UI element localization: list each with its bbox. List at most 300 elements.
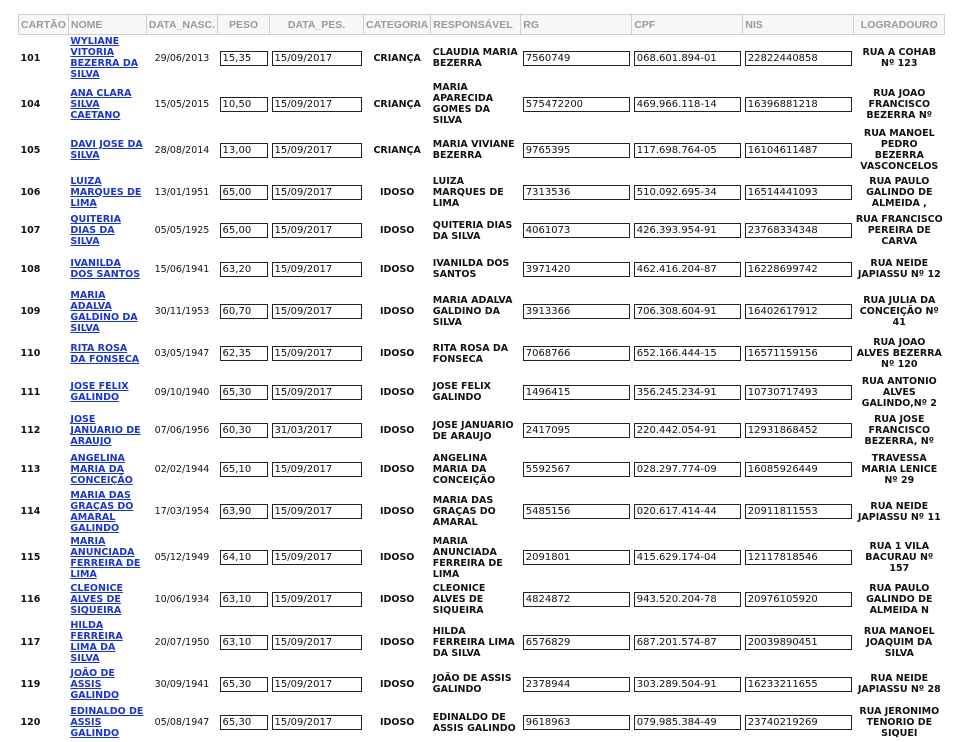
- peso-field[interactable]: 13,00: [220, 143, 268, 158]
- cpf-cell: [632, 212, 743, 251]
- col-header-data-nasc[interactable]: DATA_NASC.: [146, 15, 217, 35]
- nome-link[interactable]: ANA CLARA SILVA CAETANO: [70, 88, 131, 121]
- cartao: 116: [19, 581, 69, 620]
- data-pes-cell: [270, 489, 364, 535]
- cpf-cell: [632, 250, 743, 289]
- nis-cell: [743, 535, 854, 581]
- nome: [68, 665, 146, 704]
- nome-link[interactable]: DAVI JOSE DA SILVA: [70, 139, 142, 161]
- peso-cell: [218, 127, 270, 173]
- nome-link[interactable]: ANGELINA MARIA DA CONCEIÇÃO: [70, 453, 132, 486]
- col-header-cartao[interactable]: CARTÃO: [19, 15, 69, 35]
- peso-cell: [218, 250, 270, 289]
- data-pes-cell: [270, 212, 364, 251]
- table-row: [19, 665, 945, 704]
- responsavel: RITA ROSA DA FONSECA: [431, 335, 521, 374]
- responsavel: MARIA VIVIANE BEZERRA: [431, 127, 521, 173]
- data-nasc: 13/01/1951: [146, 173, 217, 212]
- nome: [68, 704, 146, 742]
- data-pes-field[interactable]: 15/09/2017: [272, 677, 362, 692]
- peso-field[interactable]: 63,20: [220, 262, 268, 277]
- data-pes-cell: [270, 250, 364, 289]
- categoria: IDOSO: [364, 535, 431, 581]
- nome: [68, 173, 146, 212]
- data-pes-cell: [270, 619, 364, 665]
- rg-cell: [521, 81, 632, 127]
- rg-field[interactable]: 4061073: [523, 223, 630, 238]
- cartao: 112: [19, 412, 69, 451]
- responsavel: HILDA FERREIRA LIMA DA SILVA: [431, 619, 521, 665]
- nis-cell: [743, 35, 854, 82]
- cartao: 114: [19, 489, 69, 535]
- logradouro: RUA FRANCISCO PEREIRA DE CARVA: [854, 212, 945, 251]
- logradouro: RUA PAULO GALINDO DE ALMEIDA ,: [854, 173, 945, 212]
- data-pes-field[interactable]: 15/09/2017: [272, 223, 362, 238]
- rg-field[interactable]: 3913366: [523, 304, 630, 319]
- nis-cell: [743, 335, 854, 374]
- data-pes-field[interactable]: 15/09/2017: [272, 385, 362, 400]
- rg-field[interactable]: 1496415: [523, 385, 630, 400]
- rg-field[interactable]: 2091801: [523, 550, 630, 565]
- categoria: IDOSO: [364, 581, 431, 620]
- data-pes-field[interactable]: 15/09/2017: [272, 185, 362, 200]
- col-header-logradouro[interactable]: LOGRADOURO: [854, 15, 945, 35]
- rg-field[interactable]: 7068766: [523, 346, 630, 361]
- peso-field[interactable]: 15,35: [220, 51, 268, 66]
- data-nasc: 29/06/2013: [146, 35, 217, 82]
- cpf-field[interactable]: 469.966.118-14: [634, 97, 741, 112]
- cpf-field[interactable]: 652.166.444-15: [634, 346, 741, 361]
- cpf-field[interactable]: 117.698.764-05: [634, 143, 741, 158]
- data-nasc: 05/08/1947: [146, 704, 217, 742]
- responsavel: JOSE FELIX GALINDO: [431, 373, 521, 412]
- col-header-data-pes[interactable]: DATA_PES.: [270, 15, 364, 35]
- cartao: 113: [19, 450, 69, 489]
- rg-cell: [521, 665, 632, 704]
- peso-field[interactable]: 10,50: [220, 97, 268, 112]
- rg-cell: [521, 535, 632, 581]
- nome: [68, 412, 146, 451]
- peso-field[interactable]: 60,70: [220, 304, 268, 319]
- nis-field[interactable]: 12117818546: [745, 550, 852, 565]
- data-nasc: 15/05/2015: [146, 81, 217, 127]
- nis-field[interactable]: 16402617912: [745, 304, 852, 319]
- logradouro: RUA A COHAB Nº 123: [854, 35, 945, 82]
- cpf-field[interactable]: 028.297.774-09: [634, 462, 741, 477]
- data-pes-field[interactable]: 15/09/2017: [272, 592, 362, 607]
- nome: [68, 289, 146, 335]
- categoria: CRIANÇA: [364, 127, 431, 173]
- cpf-field[interactable]: 068.601.894-01: [634, 51, 741, 66]
- cartao: 105: [19, 127, 69, 173]
- data-pes-cell: [270, 704, 364, 742]
- nome-link[interactable]: JOSE JANUARIO DE ARAUJO: [70, 414, 140, 447]
- table-row: [19, 81, 945, 127]
- rg-field[interactable]: 7560749: [523, 51, 630, 66]
- cpf-cell: [632, 619, 743, 665]
- logradouro: RUA ANTONIO ALVES GALINDO,Nº 2: [854, 373, 945, 412]
- cpf-cell: [632, 289, 743, 335]
- categoria: IDOSO: [364, 619, 431, 665]
- rg-field[interactable]: 3971420: [523, 262, 630, 277]
- peso-cell: [218, 535, 270, 581]
- logradouro: RUA MANOEL JOAQUIM DA SILVA: [854, 619, 945, 665]
- nis-field[interactable]: 10730717493: [745, 385, 852, 400]
- peso-cell: [218, 289, 270, 335]
- peso-cell: [218, 212, 270, 251]
- table-row: [19, 412, 945, 451]
- categoria: IDOSO: [364, 665, 431, 704]
- nome: [68, 250, 146, 289]
- data-pes-field[interactable]: 15/09/2017: [272, 304, 362, 319]
- data-pes-field[interactable]: 15/09/2017: [272, 462, 362, 477]
- nome-link[interactable]: MARIA ADALVA GALDINO DA SILVA: [70, 290, 137, 334]
- logradouro: RUA JOAO ALVES BEZERRA Nº 120: [854, 335, 945, 374]
- categoria: IDOSO: [364, 212, 431, 251]
- rg-cell: [521, 35, 632, 82]
- nome: [68, 35, 146, 82]
- cpf-cell: [632, 173, 743, 212]
- peso-cell: [218, 619, 270, 665]
- responsavel: EDINALDO DE ASSIS GALINDO: [431, 704, 521, 742]
- data-pes-cell: [270, 335, 364, 374]
- data-pes-field[interactable]: 15/09/2017: [272, 143, 362, 158]
- nis-cell: [743, 665, 854, 704]
- data-pes-cell: [270, 665, 364, 704]
- data-pes-field[interactable]: 31/03/2017: [272, 423, 362, 438]
- nis-cell: [743, 450, 854, 489]
- nome: [68, 81, 146, 127]
- categoria: CRIANÇA: [364, 35, 431, 82]
- cpf-cell: [632, 489, 743, 535]
- nis-field[interactable]: 20911811553: [745, 504, 852, 519]
- data-nasc: 15/06/1941: [146, 250, 217, 289]
- nome-link[interactable]: LUIZA MARQUES DE LIMA: [70, 176, 141, 209]
- rg-field[interactable]: 6576829: [523, 635, 630, 650]
- rg-field[interactable]: 9618963: [523, 715, 630, 730]
- categoria: IDOSO: [364, 289, 431, 335]
- cpf-field[interactable]: 943.520.204-78: [634, 592, 741, 607]
- nis-cell: [743, 704, 854, 742]
- nome: [68, 212, 146, 251]
- nome-link[interactable]: JOÃO DE ASSIS GALINDO: [70, 668, 119, 701]
- logradouro: RUA JOSE FRANCISCO BEZERRA, Nº: [854, 412, 945, 451]
- responsavel: JOSE JANUARIO DE ARAUJO: [431, 412, 521, 451]
- data-nasc: 30/09/1941: [146, 665, 217, 704]
- data-pes-field[interactable]: 15/09/2017: [272, 550, 362, 565]
- rg-cell: [521, 373, 632, 412]
- responsavel: IVANILDA DOS SANTOS: [431, 250, 521, 289]
- nome-link[interactable]: JOSE FELIX GALINDO: [70, 381, 128, 403]
- nome-link[interactable]: HILDA FERREIRA LIMA DA SILVA: [70, 620, 122, 664]
- rg-cell: [521, 289, 632, 335]
- cpf-cell: [632, 581, 743, 620]
- rg-field[interactable]: 7313536: [523, 185, 630, 200]
- nis-field[interactable]: 16085926449: [745, 462, 852, 477]
- rg-cell: [521, 704, 632, 742]
- cartao: 109: [19, 289, 69, 335]
- col-header-nome[interactable]: NOME: [68, 15, 146, 35]
- data-pes-cell: [270, 581, 364, 620]
- peso-field[interactable]: 63,90: [220, 504, 268, 519]
- rg-field[interactable]: 2378944: [523, 677, 630, 692]
- rg-field[interactable]: 575472200: [523, 97, 630, 112]
- peso-field[interactable]: 62,35: [220, 346, 268, 361]
- table-row: [19, 535, 945, 581]
- peso-field[interactable]: 63,10: [220, 635, 268, 650]
- nis-field[interactable]: 16514441093: [745, 185, 852, 200]
- rg-field[interactable]: 4824872: [523, 592, 630, 607]
- col-header-cpf[interactable]: CPF: [632, 15, 743, 35]
- peso-cell: [218, 335, 270, 374]
- nis-field[interactable]: 22822440858: [745, 51, 852, 66]
- rg-field[interactable]: 5592567: [523, 462, 630, 477]
- cpf-field[interactable]: 462.416.204-87: [634, 262, 741, 277]
- data-pes-field[interactable]: 15/09/2017: [272, 97, 362, 112]
- nome: [68, 335, 146, 374]
- col-header-nis[interactable]: NIS: [743, 15, 854, 35]
- nome-link[interactable]: RITA ROSA DA FONSECA: [70, 343, 139, 365]
- nis-field[interactable]: 20039890451: [745, 635, 852, 650]
- cpf-field[interactable]: 303.289.504-91: [634, 677, 741, 692]
- data-pes-field[interactable]: 15/09/2017: [272, 715, 362, 730]
- peso-cell: [218, 581, 270, 620]
- nome-link[interactable]: WYLIANE VITORIA BEZERRA DA SILVA: [70, 36, 138, 80]
- cpf-field[interactable]: 220.442.054-91: [634, 423, 741, 438]
- nome-link[interactable]: MARIA ANUNCIADA FERREIRA DE LIMA: [70, 536, 140, 580]
- nome-link[interactable]: QUITERIA DIAS DA SILVA: [70, 214, 121, 247]
- categoria: CRIANÇA: [364, 81, 431, 127]
- header-row: [19, 15, 945, 35]
- nis-cell: [743, 289, 854, 335]
- nome: [68, 619, 146, 665]
- cpf-field[interactable]: 687.201.574-87: [634, 635, 741, 650]
- logradouro: RUA NEIDE JAPIASSU Nº 11: [854, 489, 945, 535]
- rg-cell: [521, 250, 632, 289]
- data-pes-field[interactable]: 15/09/2017: [272, 635, 362, 650]
- rg-field[interactable]: 5485156: [523, 504, 630, 519]
- rg-cell: [521, 450, 632, 489]
- data-pes-field[interactable]: 15/09/2017: [272, 504, 362, 519]
- peso-field[interactable]: 65,30: [220, 677, 268, 692]
- peso-field[interactable]: 65,00: [220, 185, 268, 200]
- data-nasc: 28/08/2014: [146, 127, 217, 173]
- peso-cell: [218, 173, 270, 212]
- data-pes-field[interactable]: 15/09/2017: [272, 51, 362, 66]
- peso-cell: [218, 665, 270, 704]
- nis-field[interactable]: 23768334348: [745, 223, 852, 238]
- logradouro: RUA JERONIMO TENORIO DE SIQUEI: [854, 704, 945, 742]
- data-pes-cell: [270, 289, 364, 335]
- nis-cell: [743, 212, 854, 251]
- responsavel: MARIA DAS GRAÇAS DO AMARAL: [431, 489, 521, 535]
- nis-field[interactable]: 16571159156: [745, 346, 852, 361]
- cpf-cell: [632, 335, 743, 374]
- categoria: IDOSO: [364, 335, 431, 374]
- nis-cell: [743, 619, 854, 665]
- col-header-peso[interactable]: PESO: [218, 15, 270, 35]
- cartao: 106: [19, 173, 69, 212]
- records-table: [18, 14, 945, 742]
- col-header-rg[interactable]: RG: [521, 15, 632, 35]
- data-nasc: 05/05/1925: [146, 212, 217, 251]
- table-row: [19, 450, 945, 489]
- nome: [68, 535, 146, 581]
- rg-cell: [521, 581, 632, 620]
- peso-cell: [218, 450, 270, 489]
- data-pes-cell: [270, 373, 364, 412]
- data-nasc: 10/06/1934: [146, 581, 217, 620]
- responsavel: LUIZA MARQUES DE LIMA: [431, 173, 521, 212]
- nis-field[interactable]: 23740219269: [745, 715, 852, 730]
- categoria: IDOSO: [364, 173, 431, 212]
- nis-field[interactable]: 16228699742: [745, 262, 852, 277]
- data-nasc: 30/11/1953: [146, 289, 217, 335]
- cpf-field[interactable]: 426.393.954-91: [634, 223, 741, 238]
- peso-field[interactable]: 64,10: [220, 550, 268, 565]
- nis-field[interactable]: 16104611487: [745, 143, 852, 158]
- cartao: 117: [19, 619, 69, 665]
- table-row: [19, 335, 945, 374]
- cpf-field[interactable]: 510.092.695-34: [634, 185, 741, 200]
- nome-link[interactable]: CLEONICE ALVES DE SIQUEIRA: [70, 583, 123, 616]
- responsavel: MARIA APARECIDA GOMES DA SILVA: [431, 81, 521, 127]
- peso-cell: [218, 489, 270, 535]
- nis-cell: [743, 412, 854, 451]
- data-pes-cell: [270, 81, 364, 127]
- data-pes-field[interactable]: 15/09/2017: [272, 346, 362, 361]
- nis-field[interactable]: 12931868452: [745, 423, 852, 438]
- nome-link[interactable]: MARIA DAS GRAÇAS DO AMARAL GALINDO: [70, 490, 133, 534]
- nis-field[interactable]: 16233211655: [745, 677, 852, 692]
- peso-cell: [218, 412, 270, 451]
- cpf-field[interactable]: 079.985.384-49: [634, 715, 741, 730]
- cpf-field[interactable]: 020.617.414-44: [634, 504, 741, 519]
- data-nasc: 17/03/1954: [146, 489, 217, 535]
- nis-field[interactable]: 20976105920: [745, 592, 852, 607]
- rg-field[interactable]: 9765395: [523, 143, 630, 158]
- rg-field[interactable]: 2417095: [523, 423, 630, 438]
- data-nasc: 09/10/1940: [146, 373, 217, 412]
- cpf-cell: [632, 535, 743, 581]
- table-row: [19, 289, 945, 335]
- rg-cell: [521, 412, 632, 451]
- logradouro: RUA MANOEL PEDRO BEZERRA VASCONCELOS: [854, 127, 945, 173]
- data-pes-cell: [270, 535, 364, 581]
- rg-cell: [521, 173, 632, 212]
- cpf-cell: [632, 450, 743, 489]
- data-nasc: 02/02/1944: [146, 450, 217, 489]
- data-pes-field[interactable]: 15/09/2017: [272, 262, 362, 277]
- cartao: 104: [19, 81, 69, 127]
- cpf-cell: [632, 665, 743, 704]
- categoria: IDOSO: [364, 450, 431, 489]
- peso-field[interactable]: 65,10: [220, 462, 268, 477]
- table-row: [19, 173, 945, 212]
- nis-cell: [743, 581, 854, 620]
- cpf-cell: [632, 412, 743, 451]
- nome-link[interactable]: IVANILDA DOS SANTOS: [70, 258, 140, 280]
- data-pes-cell: [270, 35, 364, 82]
- cartao: 111: [19, 373, 69, 412]
- table-row: [19, 212, 945, 251]
- peso-cell: [218, 373, 270, 412]
- cpf-field[interactable]: 706.308.604-91: [634, 304, 741, 319]
- cpf-cell: [632, 127, 743, 173]
- nis-field[interactable]: 16396881218: [745, 97, 852, 112]
- data-pes-cell: [270, 412, 364, 451]
- cartao: 110: [19, 335, 69, 374]
- col-header-categoria[interactable]: CATEGORIA: [364, 15, 431, 35]
- nis-cell: [743, 489, 854, 535]
- responsavel: JOÃO DE ASSIS GALINDO: [431, 665, 521, 704]
- cartao: 120: [19, 704, 69, 742]
- col-header-responsavel[interactable]: RESPONSÁVEL: [431, 15, 521, 35]
- logradouro: RUA NEIDE JAPIASSU Nº 12: [854, 250, 945, 289]
- categoria: IDOSO: [364, 250, 431, 289]
- cpf-cell: [632, 81, 743, 127]
- peso-field[interactable]: 63,10: [220, 592, 268, 607]
- peso-cell: [218, 35, 270, 82]
- cpf-cell: [632, 373, 743, 412]
- responsavel: QUITERIA DIAS DA SILVA: [431, 212, 521, 251]
- nome: [68, 489, 146, 535]
- peso-field[interactable]: 60,30: [220, 423, 268, 438]
- data-nasc: 05/12/1949: [146, 535, 217, 581]
- peso-field[interactable]: 65,30: [220, 385, 268, 400]
- responsavel: CLEONICE ALVES DE SIQUEIRA: [431, 581, 521, 620]
- data-pes-cell: [270, 450, 364, 489]
- cpf-cell: [632, 35, 743, 82]
- nis-cell: [743, 127, 854, 173]
- rg-cell: [521, 212, 632, 251]
- records-sheet: [18, 14, 945, 742]
- cpf-field[interactable]: 356.245.234-91: [634, 385, 741, 400]
- logradouro: TRAVESSA MARIA LENICE Nº 29: [854, 450, 945, 489]
- table-row: [19, 127, 945, 173]
- cpf-field[interactable]: 415.629.174-04: [634, 550, 741, 565]
- data-nasc: 07/06/1956: [146, 412, 217, 451]
- nome: [68, 373, 146, 412]
- table-row: [19, 373, 945, 412]
- peso-field[interactable]: 65,00: [220, 223, 268, 238]
- cartao: 119: [19, 665, 69, 704]
- data-nasc: 20/07/1950: [146, 619, 217, 665]
- logradouro: RUA JOAO FRANCISCO BEZERRA Nº: [854, 81, 945, 127]
- responsavel: ANGELINA MARIA DA CONCEIÇÃO: [431, 450, 521, 489]
- logradouro: RUA 1 VILA BACURAU Nº 157: [854, 535, 945, 581]
- responsavel: MARIA ANUNCIADA FERREIRA DE LIMA: [431, 535, 521, 581]
- rg-cell: [521, 335, 632, 374]
- nome-link[interactable]: EDINALDO DE ASSIS GALINDO: [70, 706, 143, 739]
- table-row: [19, 35, 945, 82]
- table-row: [19, 489, 945, 535]
- cartao: 101: [19, 35, 69, 82]
- categoria: IDOSO: [364, 412, 431, 451]
- peso-field[interactable]: 65,30: [220, 715, 268, 730]
- nis-cell: [743, 250, 854, 289]
- nis-cell: [743, 81, 854, 127]
- categoria: IDOSO: [364, 489, 431, 535]
- peso-cell: [218, 81, 270, 127]
- cpf-cell: [632, 704, 743, 742]
- data-pes-cell: [270, 127, 364, 173]
- peso-cell: [218, 704, 270, 742]
- logradouro: RUA PAULO GALINDO DE ALMEIDA N: [854, 581, 945, 620]
- logradouro: RUA JULIA DA CONCEIÇÃO Nº 41: [854, 289, 945, 335]
- nome: [68, 581, 146, 620]
- categoria: IDOSO: [364, 373, 431, 412]
